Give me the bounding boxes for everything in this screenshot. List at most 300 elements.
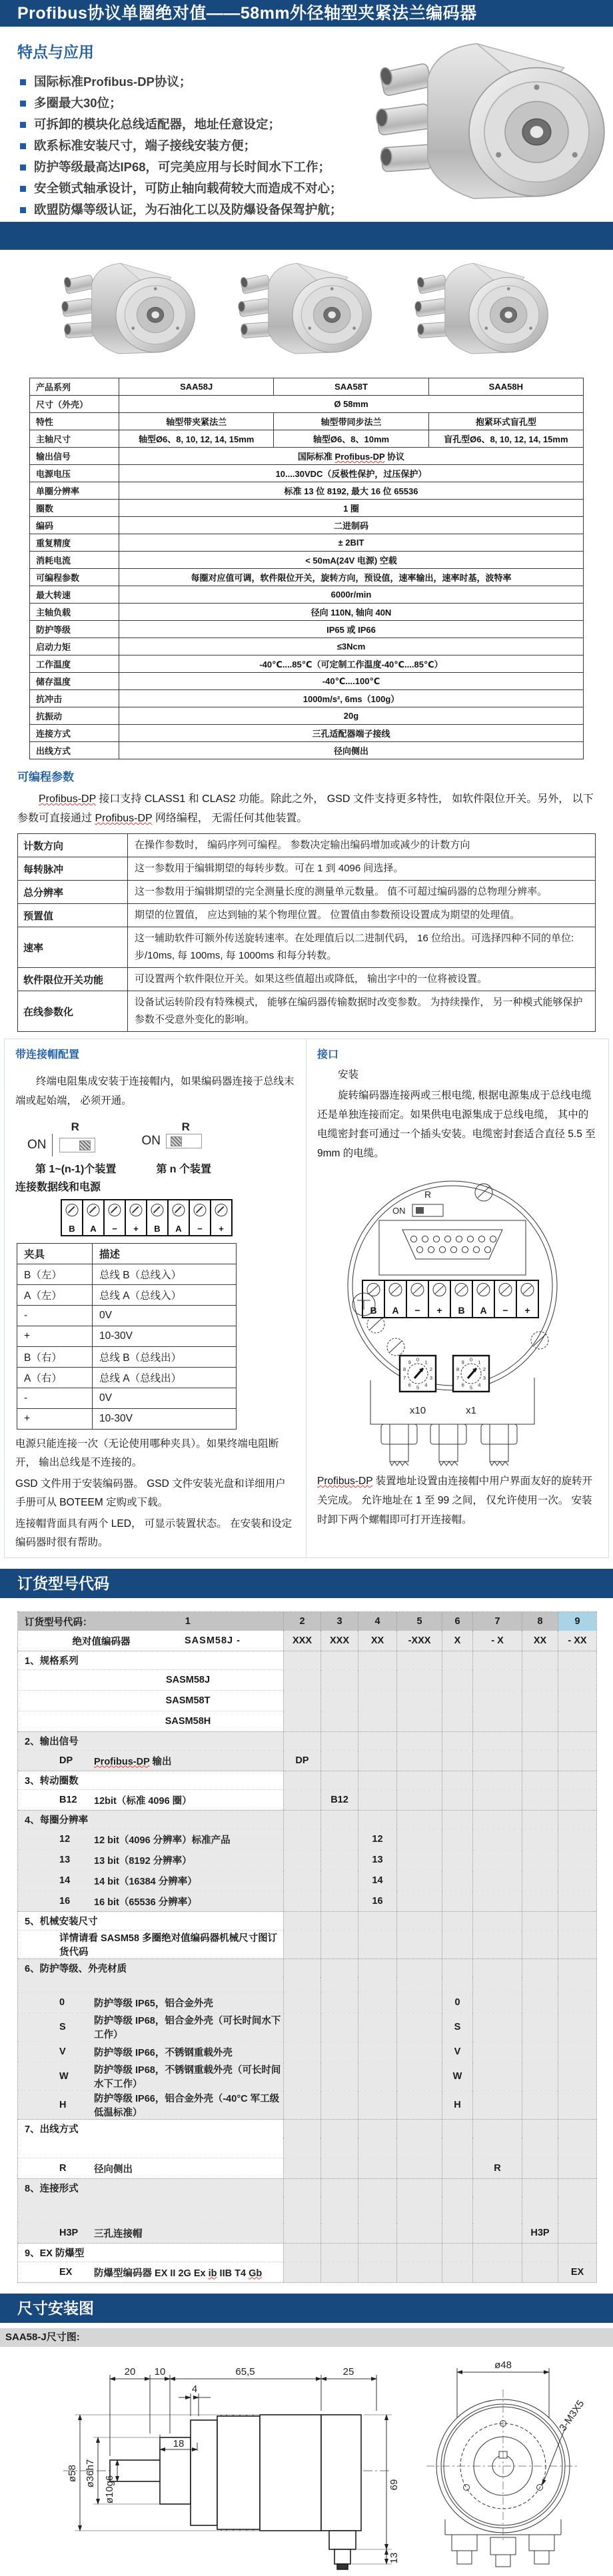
spec-row (30, 448, 584, 465)
programmable-label: 速率 (18, 927, 128, 968)
order-code-cell (396, 2197, 442, 2222)
dial-digit: 3 (429, 1374, 433, 1381)
cap-config-notes (15, 1435, 295, 1552)
order-code-cell (472, 1811, 522, 1829)
order-option-code: V (59, 2046, 66, 2057)
order-code-cell (283, 1912, 320, 1930)
screw-icon (66, 1204, 79, 1216)
spec-label: 可编程参数 (30, 569, 119, 586)
feature-text: 安全锁式轴承设计，可防止轴向载荷较大而造成不对心； (34, 181, 342, 195)
order-option-value: 14 (358, 1871, 396, 1891)
spec-row (30, 534, 584, 552)
order-code-cell (558, 1670, 596, 1690)
order-code-cell (396, 1871, 442, 1891)
dim-4: 4 (191, 2383, 198, 2395)
order-code-cell (558, 1829, 596, 1849)
order-code-cell (442, 1871, 472, 1891)
spec-label: 编码 (30, 517, 119, 534)
order-code-cell (442, 1811, 472, 1829)
order-code-cell (522, 1670, 558, 1690)
interface-heading: 接口 (317, 1049, 339, 1061)
cap-terminal-label: A (392, 1305, 399, 1316)
dial-digit: 5 (416, 1384, 420, 1391)
spec-value: 径向侧出 (119, 742, 584, 759)
spec-row (30, 378, 584, 396)
two-column-section (4, 1039, 609, 1558)
order-option-value: S (442, 2013, 472, 2041)
dial-digit: 8 (456, 1366, 460, 1373)
cap-config-note: 电源只能连接一次（无论使用哪种夹具）。如果终端电阻断开， 输出总线是不连接的。 (15, 1438, 279, 1468)
order-code-cell (320, 2158, 358, 2178)
order-code-cell (358, 2138, 396, 2158)
order-code-cell (358, 1771, 396, 1789)
order-code-cell (558, 1977, 596, 1992)
order-option-value: W (442, 2062, 472, 2090)
order-section-title: 2、输出信号 (25, 1737, 79, 1747)
order-section-title: 3、转动圈数 (25, 1776, 79, 1787)
spec-value: 径向 110N, 轴向 40N (119, 604, 584, 621)
order-code-cell (283, 2091, 320, 2119)
spec-value: ≤3Ncm (119, 638, 584, 655)
order-code-table (17, 1611, 597, 2283)
order-code-cell (522, 1891, 558, 1911)
spec-label: 尺寸（外壳） (30, 396, 119, 413)
order-code-cell (283, 1871, 320, 1891)
order-code-cell (442, 1651, 472, 1669)
order-code-cell (472, 1771, 522, 1789)
spec-value: 盲孔型Ø6、8, 10, 12, 14, 15mm (428, 430, 583, 448)
order-option-value: H (442, 2091, 472, 2119)
order-code-cell (558, 1992, 596, 2012)
spec-label: 圈数 (30, 500, 119, 517)
order-code-cell (396, 1891, 442, 1911)
bullet-square-icon (20, 165, 26, 171)
feature-text: 防护等级最高达IP68，可完美应用与长时间水下工作； (34, 160, 331, 174)
order-code-cell (283, 2062, 320, 2090)
clamp-cell: B（左） (17, 1264, 93, 1285)
order-row (18, 1750, 596, 1771)
order-model-code: X (442, 1631, 472, 1651)
clamp-header: 夹具 (17, 1244, 93, 1264)
dial-digit: 4 (478, 1382, 481, 1388)
order-col-number: 6 (442, 1612, 472, 1631)
order-code-cell (320, 2042, 358, 2062)
order-code-cell (283, 1711, 320, 1731)
order-option-value: B12 (320, 1790, 358, 1810)
terminal-cell (82, 1199, 105, 1236)
spec-row (30, 707, 584, 725)
spec-value: -40℃....85℃（可定制工作温度-40℃....85℃） (119, 655, 584, 673)
programmable-intro: Profibus-DP 接口支持 CLASS1 和 CLAS2 功能。除此之外， GSD 文件支持更多特性， 如软件限位开关。另外， 以下参数可直接通过 Profibus-DP 网络编程， 无需任何其他装置。 (17, 793, 594, 824)
order-code-cell (320, 2013, 358, 2041)
order-code-cell (558, 1691, 596, 1711)
order-code-cell (442, 1751, 472, 1771)
order-code-cell (442, 1931, 472, 1958)
order-code-cell (283, 1891, 320, 1911)
clamp-cell: 总线 A（总线入） (93, 1285, 237, 1306)
dial-digit: 4 (424, 1382, 428, 1388)
order-code-cell (396, 1670, 442, 1690)
order-code-cell (472, 1829, 522, 1849)
clamp-row (17, 1409, 237, 1430)
order-desc-cell (18, 2120, 283, 2138)
order-row (18, 1789, 596, 1810)
order-code-cell (283, 1790, 320, 1810)
order-option-value: 12 (358, 1829, 396, 1849)
programmable-desc: 可设置两个软件限位开关。如果这些值超出或降低， 输出字中的一位将被设置。 (128, 968, 596, 991)
order-code-cell (396, 2179, 442, 2197)
order-code-cell (358, 2262, 396, 2282)
order-code-cell (396, 2062, 442, 2090)
order-code-cell (442, 2262, 472, 2282)
order-code-cell (472, 1931, 522, 1958)
bullet-square-icon (20, 101, 26, 107)
spec-value: Ø 58mm (119, 396, 584, 413)
order-code-cell (558, 2244, 596, 2262)
dim-20: 20 (124, 2366, 136, 2377)
order-code-cell (472, 2262, 522, 2282)
order-row (18, 1612, 596, 1631)
order-desc-cell (18, 1651, 283, 1669)
spec-value: IP65 或 IP66 (119, 621, 584, 638)
dimensions-sublabel: SAA58-J尺寸图: (0, 2328, 613, 2347)
order-section-title: 4、每圈分辨率 (25, 1815, 89, 1826)
order-desc-cell (18, 1871, 283, 1891)
termination-switch-diagram (27, 1120, 295, 1156)
programmable-row (18, 991, 596, 1032)
order-code-cell (558, 1871, 596, 1891)
spec-row (30, 604, 584, 621)
order-code-cell (283, 1850, 320, 1870)
order-code-cell (358, 2197, 396, 2222)
switch-r-label: R (71, 1120, 79, 1133)
order-code-cell (472, 2013, 522, 2041)
clamp-row (17, 1368, 237, 1388)
order-code-cell (522, 2138, 558, 2158)
spec-row (30, 569, 584, 586)
order-code-cell (396, 2244, 442, 2262)
order-section-title: 5、机械安装尺寸 (25, 1917, 98, 1927)
order-code-cell (522, 1959, 558, 1977)
order-code-cell (320, 2091, 358, 2119)
switch-divider (52, 1134, 53, 1156)
order-code-cell (472, 2138, 522, 2158)
order-desc-cell (18, 1977, 283, 1992)
order-code-cell (320, 2223, 358, 2243)
order-code-cell (320, 1871, 358, 1891)
dial-digit: 5 (469, 1384, 473, 1391)
order-code-cell (283, 1651, 320, 1669)
order-option-center: SASM58J (165, 1675, 211, 1685)
spec-value: ± 2BIT (119, 534, 584, 552)
feature-item (20, 71, 380, 93)
spec-label: 单圈分辨率 (30, 482, 119, 500)
clamp-table (17, 1243, 237, 1430)
order-code-cell (472, 2179, 522, 2197)
order-code-cell (358, 2179, 396, 2197)
order-code-cell (472, 1670, 522, 1690)
wavy-text: Profibus-DP (317, 1476, 373, 1487)
programmable-heading: 可编程参数 (17, 771, 74, 783)
terminal-label: − (112, 1224, 117, 1234)
order-desc-cell (18, 2223, 283, 2243)
terminal-label: B (154, 1224, 161, 1234)
order-row (18, 1870, 596, 1891)
switch-on-label: ON (27, 1138, 47, 1152)
spec-value: 国际标准 Profibus-DP 协议 (119, 448, 584, 465)
programmable-label: 总分辨率 (18, 881, 128, 904)
programmable-row (18, 968, 596, 991)
order-code-cell (558, 2120, 596, 2138)
order-row (18, 1690, 596, 1711)
spec-label: 输出信号 (30, 448, 119, 465)
order-code-cell (472, 1977, 522, 1992)
order-code-cell (522, 2120, 558, 2138)
order-code-cell (472, 1850, 522, 1870)
order-code-cell (472, 2062, 522, 2090)
terminal-label: B (69, 1224, 75, 1234)
order-code-cell (396, 1829, 442, 1849)
order-code-cell (396, 1691, 442, 1711)
spec-label: 消耗电流 (30, 552, 119, 569)
order-option-center: SASM58T (165, 1695, 211, 1706)
order-code-cell (358, 1651, 396, 1669)
order-section-title: 1、规格系列 (25, 1656, 79, 1667)
spec-label: 出线方式 (30, 742, 119, 759)
order-code-cell (283, 2042, 320, 2062)
programmable-row (18, 881, 596, 904)
order-code-cell (558, 2013, 596, 2041)
cap-terminal-label: B (458, 1305, 465, 1316)
spec-row (30, 517, 584, 534)
order-col-number: 1 (185, 1616, 191, 1627)
order-row (18, 2012, 596, 2041)
order-code-cell (472, 1891, 522, 1911)
dim-3m3x5: 3-M3X5 (557, 2398, 587, 2433)
clamp-cell: - (17, 1306, 93, 1326)
features-heading: 特点与应用 (17, 43, 94, 61)
order-code-cell (472, 2120, 522, 2138)
order-desc-cell (18, 1959, 283, 1977)
order-model-code: XX (358, 1631, 396, 1651)
order-code-cell (522, 2197, 558, 2222)
order-option-text: 防护等级 IP66，不锈钢重载外壳 (94, 2047, 233, 2058)
order-option-value: 13 (358, 1850, 396, 1870)
spec-label: 最大转速 (30, 586, 119, 604)
spec-label: 工作温度 (30, 655, 119, 673)
order-code-cell (522, 1977, 558, 1992)
terminal-cell (189, 1199, 211, 1236)
order-model-base: SASM58J - (185, 1635, 241, 1646)
order-code-cell (522, 1992, 558, 2012)
dial-digit: 9 (461, 1359, 464, 1366)
order-code-cell (522, 2262, 558, 2282)
order-code-cell (396, 2223, 442, 2243)
order-option-text: 12 bit（4096 分辨率）标准产品 (94, 1835, 231, 1846)
order-desc-cell (18, 1631, 283, 1651)
order-row (18, 2090, 596, 2119)
spec-row (30, 413, 584, 430)
spec-label: 储存温度 (30, 673, 119, 690)
screw-icon (87, 1204, 100, 1216)
programmable-desc: 这一参数用于编辑期望的每转步数。可在 1 到 4096 间选择。 (128, 857, 596, 881)
order-model-code: XX (522, 1631, 558, 1651)
clamp-cell: 总线 B（总线出） (93, 1347, 237, 1368)
screw-icon (215, 1204, 228, 1216)
order-code-cell (396, 2042, 442, 2062)
order-code-cell (283, 1670, 320, 1690)
order-option-code: EX (59, 2267, 73, 2278)
terminal-cell (61, 1199, 83, 1236)
order-code-cell (358, 1912, 396, 1930)
dial-digit: 7 (402, 1374, 406, 1381)
order-code-cell (358, 2244, 396, 2262)
order-code-cell (472, 2197, 522, 2222)
screw-icon (109, 1204, 121, 1216)
order-desc-cell (18, 2262, 283, 2282)
order-row (18, 2062, 596, 2090)
order-desc-cell (18, 1912, 283, 1930)
clamp-cell: - (17, 1388, 93, 1409)
spec-value: 轴型带夹紧法兰 (119, 413, 274, 430)
order-code-cell (358, 2223, 396, 2243)
clamp-header: 描述 (93, 1244, 237, 1264)
spec-label: 电源电压 (30, 465, 119, 482)
order-section-title: 6、防护等级、外壳材质 (25, 1964, 127, 1974)
order-code-cell (358, 1691, 396, 1711)
screw-icon (130, 1204, 143, 1216)
order-code-cell (522, 1829, 558, 1849)
order-code-cell (522, 1751, 558, 1771)
order-code-cell (522, 1732, 558, 1750)
order-code-cell (283, 2013, 320, 2041)
front-view-drawing (406, 2356, 600, 2576)
order-code-cell (558, 2042, 596, 2062)
feature-item (20, 199, 380, 220)
order-desc-cell (18, 1670, 283, 1690)
programmable-row (18, 857, 596, 881)
order-option-text: 防护等级 IP68，不锈钢重载外壳（可长时间水下工作） (94, 2065, 281, 2090)
order-code-cell (472, 1912, 522, 1930)
order-desc-cell (18, 2179, 283, 2197)
order-code-cell (558, 2062, 596, 2090)
order-row (18, 1992, 596, 2012)
order-desc-cell (18, 2197, 283, 2222)
order-code-cell (358, 1670, 396, 1690)
order-code-cell (283, 1691, 320, 1711)
order-code-cell (442, 2197, 472, 2222)
order-code-cell (396, 1850, 442, 1870)
switch-r-label: R (181, 1120, 190, 1133)
terminal-cell (167, 1199, 190, 1236)
order-code-cell (396, 2120, 442, 2138)
order-code-cell (522, 2013, 558, 2041)
bullet-square-icon (20, 207, 26, 213)
order-code-cell (320, 2120, 358, 2138)
order-code-cell (442, 1977, 472, 1992)
programmable-row (18, 834, 596, 857)
dial-x1-label: x1 (466, 1405, 476, 1416)
order-code-cell (396, 2091, 442, 2119)
order-section-title: 7、出线方式 (25, 2124, 79, 2135)
order-option-text: 12bit（标准 4096 圈） (94, 1795, 192, 1807)
spec-row (30, 638, 584, 655)
order-code-cell (522, 1651, 558, 1669)
order-code-cell (472, 2042, 522, 2062)
order-option-code: W (59, 2071, 69, 2082)
terminal-label: + (219, 1224, 224, 1234)
order-code-cell (442, 1850, 472, 1870)
order-code-cell (522, 1811, 558, 1829)
bullet-square-icon (20, 143, 26, 149)
order-code-cell (358, 2042, 396, 2062)
spec-label: 连接方式 (30, 725, 119, 742)
switch-group-1 (27, 1120, 95, 1156)
order-code-cell (522, 1790, 558, 1810)
order-code-cell (558, 2223, 596, 2243)
cap-config-para: 终端电阻集成安装于连接帽内，如果编码器连接于总线末端或起始端， 必须开通。 (15, 1075, 295, 1106)
spec-label: 主轴负载 (30, 604, 119, 621)
order-code-cell (522, 1850, 558, 1870)
product-photo-saa58h (413, 252, 553, 371)
switch-box (166, 1134, 202, 1148)
dial-digit: 6 (408, 1382, 411, 1388)
order-code-cell (558, 1931, 596, 1958)
order-row (18, 2041, 596, 2062)
cap-config-heading: 带连接帽配置 (15, 1049, 80, 1061)
order-code-cell (558, 1811, 596, 1829)
order-code-cell (472, 1711, 522, 1731)
bullet-square-icon (20, 122, 26, 128)
order-option-code: B12 (59, 1795, 77, 1805)
order-col-number: 7 (472, 1612, 522, 1631)
clamp-row (17, 1264, 237, 1285)
spec-row (30, 430, 584, 448)
order-code-cell (522, 1871, 558, 1891)
order-code-cell (320, 1751, 358, 1771)
spec-row (30, 621, 584, 638)
order-code-cell (320, 1732, 358, 1750)
dial-x10-label: x10 (409, 1405, 426, 1416)
order-model-name: 绝对值编码器 (72, 1636, 131, 1647)
cap-terminal-label: B (370, 1305, 377, 1316)
clamp-cell: + (17, 1409, 93, 1430)
order-model-code: - X (472, 1631, 522, 1651)
spec-value: 轴型Ø6、8, 10, 12, 14, 15mm (119, 430, 274, 448)
bullet-square-icon (20, 186, 26, 192)
order-row (18, 1810, 596, 1829)
order-row (18, 2138, 596, 2158)
clamp-cell: B（右） (17, 1347, 93, 1368)
spec-value: 每圈对应值可调，软件限位开关，旋转方向，预设值，速率输出，速率时基，波特率 (119, 569, 584, 586)
clamp-cell: 0V (93, 1306, 237, 1326)
order-code-cell (358, 2120, 396, 2138)
order-option-value: 16 (358, 1891, 396, 1911)
dim-13: 13 (388, 2552, 400, 2564)
order-option-code: 16 (59, 1896, 71, 1907)
clamp-row (17, 1388, 237, 1409)
order-code-heading: 订货型号代码 (0, 1569, 613, 1598)
programmable-label: 软件限位开关功能 (18, 968, 128, 991)
order-option-text: 三孔连接帽 (94, 2228, 143, 2240)
order-row (18, 1849, 596, 1870)
order-code-cell (283, 2197, 320, 2222)
order-code-cell (320, 2244, 358, 2262)
terminal-strip-diagram (62, 1199, 295, 1236)
programmable-desc: 设备试运转阶段有特殊模式， 能够在编码器传输数据时改变参数。 为持续操作， 另一种模式能够保护参数不受意外变化的影响。 (128, 991, 596, 1032)
spec-row (30, 742, 584, 759)
order-code-cell (472, 1790, 522, 1810)
